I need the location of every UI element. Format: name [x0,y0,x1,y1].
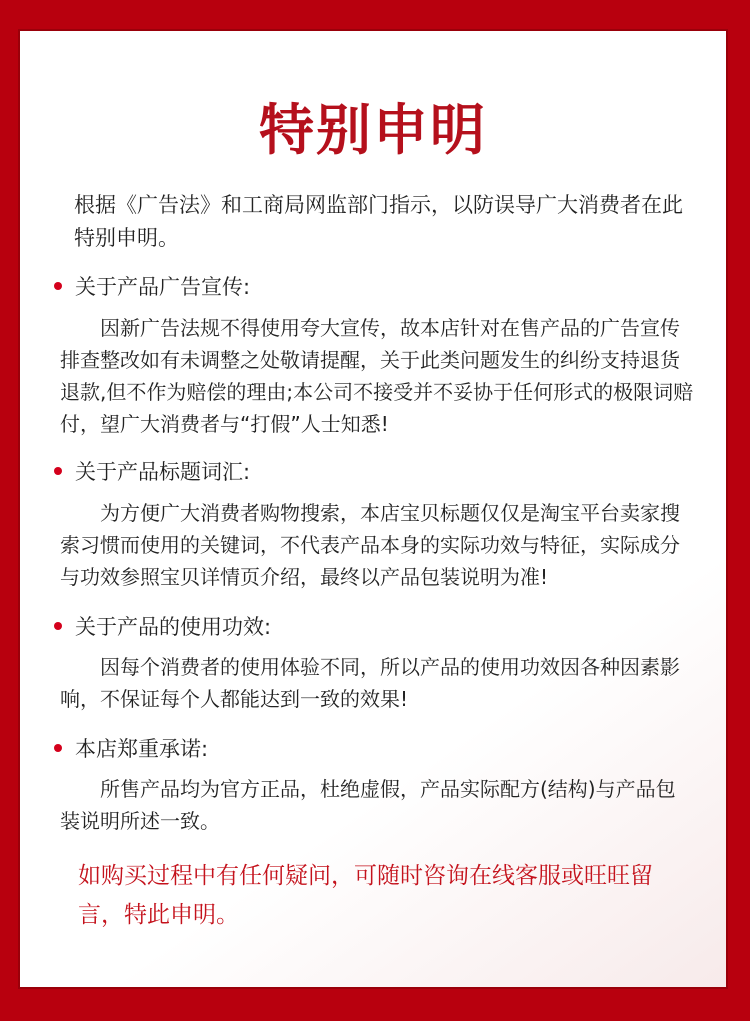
section-heading-label: 关于产品标题词汇: [75,460,251,484]
section-heading-promise [54,734,208,764]
bullet-dot-icon [54,467,62,475]
section-heading-label: 关于产品广告宣传: [75,275,251,299]
section-body-efficacy: 因每个消费者的使用体验不同，所以产品的使用功效因各种因素影响，不保证每个人都能达到一致的效果! [60,655,680,711]
bullet-dot-icon [54,282,62,290]
closing-statement: 如购买过程中有任何疑问，可随时咨询在线客服或旺旺留言，特此申明。 [78,863,653,928]
section-body-advertising: 因新广告法规不得使用夸大宣传，故本店针对在售产品的广告宣传排查整改如有未调整之处敬请提醒，关于此类问题发生的纠纷支持退货退款,但不作为赔偿的理由;本公司不接受并不妥协于任何形式的极限词赔付，望广大消费者与“打假”人士知悉! [60,316,694,436]
notice-card [18,29,728,989]
page-title: 特别申明 [258,98,487,162]
section-heading-efficacy [54,612,271,642]
intro-text: 根据《广告法》和工商局网监部门指示，以防误导广大消费者在此特别申明。 [74,193,683,250]
section-heading-advertising [54,272,250,302]
bullet-dot-icon [54,744,62,752]
section-body-promise: 所售产品均为官方正品，杜绝虚假，产品实际配方(结构)与产品包装说明所述一致。 [60,777,676,833]
section-body-title-keywords: 为方便广大消费者购物搜索，本店宝贝标题仅仅是淘宝平台卖家搜索习惯而使用的关键词，不代表产品本身的实际功效与特征，实际成分与功效参照宝贝详情页介绍，最终以产品包装说明为准! [60,501,680,589]
bullet-dot-icon [54,622,62,630]
section-heading-label: 本店郑重承诺: [75,737,209,761]
section-heading-title-keywords [54,457,250,487]
section-heading-label: 关于产品的使用功效: [75,615,272,639]
